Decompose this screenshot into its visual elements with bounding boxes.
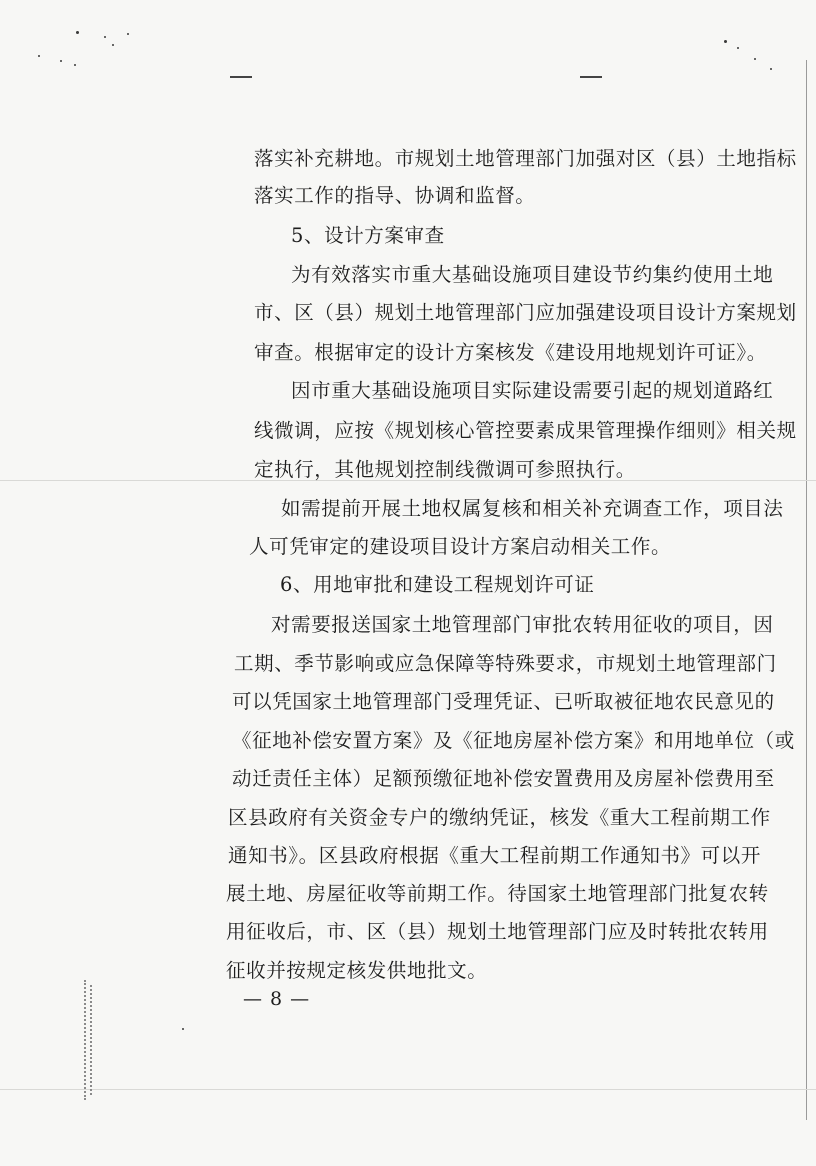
body-line: 动迁责任主体）足额预缴征地补偿安置费用及房屋补偿费用至 [232, 767, 775, 790]
scan-speck [754, 58, 756, 60]
body-line: 区县政府有关资金专户的缴纳凭证，核发《重大工程前期工作 [228, 806, 771, 829]
scan-speck [104, 36, 106, 38]
scan-speck [112, 44, 114, 46]
scan-speck [60, 60, 62, 62]
section-heading: 6、用地审批和建设工程规划许可证 [280, 573, 595, 596]
scan-speck [182, 1028, 184, 1030]
scan-binding-dots [90, 985, 94, 1095]
scan-speck [127, 33, 129, 35]
scan-speck [724, 40, 727, 43]
section-heading: 5、设计方案审查 [291, 224, 445, 247]
body-line: 为有效落实市重大基础设施项目建设节约集约使用土地 [291, 263, 774, 286]
body-line: 如需提前开展土地权属复核和相关补充调查工作，项目法 [281, 497, 784, 520]
scan-speck [38, 55, 40, 57]
body-line: 《征地补偿安置方案》及《征地房屋补偿方案》和用地单位（或 [232, 729, 795, 752]
scan-fold-line [0, 1089, 816, 1090]
body-line: 用征收后，市、区（县）规划土地管理部门应及时转批农转用 [226, 920, 769, 943]
body-line: 落实工作的指导、协调和监督。 [254, 184, 536, 207]
scan-speck [770, 68, 772, 70]
body-line: 线微调，应按《规划核心管控要素成果管理操作细则》相关规 [254, 419, 797, 442]
body-line: 展土地、房屋征收等前期工作。待国家土地管理部门批复农转 [226, 882, 769, 905]
body-line: 工期、季节影响或应急保障等特殊要求，市规划土地管理部门 [234, 652, 777, 675]
scan-speck [737, 47, 739, 49]
scan-binding-dots [84, 980, 88, 1100]
body-line: 因市重大基础设施项目实际建设需要引起的规划道路红 [291, 379, 774, 402]
body-line: 市、区（县）规划土地管理部门应加强建设项目设计方案规划 [254, 301, 797, 324]
scan-speck [74, 64, 76, 66]
body-line: 人可凭审定的建设项目设计方案启动相关工作。 [249, 535, 672, 558]
body-line: 审查。根据审定的设计方案核发《建设用地规划许可证》。 [254, 341, 767, 364]
scan-mark [580, 76, 602, 78]
page-number: — 8 — [243, 988, 311, 1010]
scan-mark [230, 76, 252, 78]
body-line: 落实补充耕地。市规划土地管理部门加强对区（县）土地指标 [254, 147, 797, 170]
scan-speck [76, 31, 79, 34]
body-line: 征收并按规定核发供地批文。 [226, 959, 488, 982]
body-line: 对需要报送国家土地管理部门审批农转用征收的项目，因 [271, 613, 774, 636]
body-line: 可以凭国家土地管理部门受理凭证、已听取被征地农民意见的 [232, 690, 775, 713]
body-line: 定执行，其他规划控制线微调可参照执行。 [254, 458, 636, 481]
body-line: 通知书》。区县政府根据《重大工程前期工作通知书》可以开 [228, 844, 761, 867]
